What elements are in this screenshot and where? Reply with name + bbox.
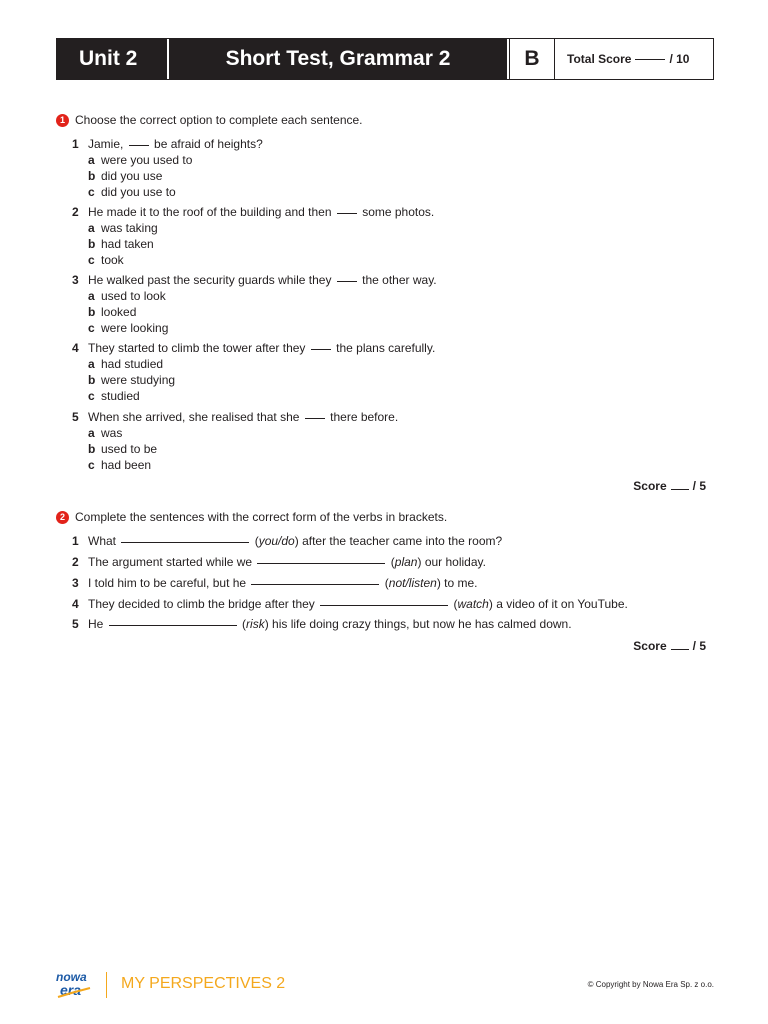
answer-gap[interactable] <box>337 212 357 214</box>
score-label: Score <box>633 639 667 653</box>
option-text: had been <box>101 458 152 472</box>
option-text: were you used to <box>101 153 193 167</box>
verb-prompt: risk <box>246 617 265 631</box>
option-text: were looking <box>101 321 169 335</box>
verb-prompt: plan <box>394 555 418 569</box>
question-text: He made it to the roof of the building and then <box>88 205 332 219</box>
option-letter: a <box>88 426 95 440</box>
question-text: When she arrived, she realised that she <box>88 410 300 424</box>
unit-label: Unit 2 <box>57 39 169 79</box>
sentence-number: 3 <box>72 576 79 590</box>
question-number: 3 <box>72 273 79 287</box>
answer-gap[interactable] <box>251 583 379 585</box>
sentence-text: a video of it on YouTube. <box>496 597 628 611</box>
option-c[interactable] <box>88 388 140 404</box>
option-text: was <box>101 426 123 440</box>
score-blank[interactable] <box>671 648 689 650</box>
answer-gap[interactable] <box>311 348 331 350</box>
option-letter: c <box>88 389 95 403</box>
option-a[interactable] <box>88 425 122 441</box>
footer-divider <box>106 972 107 998</box>
sentence-text: our holiday. <box>424 555 486 569</box>
sentence-text: He <box>88 617 104 631</box>
sentence-text: I told him to be careful, but he <box>88 576 247 590</box>
sentence-3: 3 I told him to be careful, but he (not/listen) to me. <box>72 576 478 590</box>
option-c[interactable] <box>88 457 151 473</box>
option-letter: b <box>88 237 96 251</box>
option-letter: a <box>88 153 95 167</box>
option-b[interactable] <box>88 441 157 457</box>
option-text: was taking <box>101 221 158 235</box>
logo-text-nowa: nowa <box>56 970 87 984</box>
option-text: had studied <box>101 357 164 371</box>
option-text: took <box>101 253 124 267</box>
option-letter: c <box>88 321 95 335</box>
option-text: had taken <box>101 237 154 251</box>
option-b[interactable] <box>88 236 154 252</box>
exercise-1-score <box>633 479 706 493</box>
score-max: / 5 <box>692 479 706 493</box>
sentence-1: 1 What (you/do) after the teacher came into the room? <box>72 534 503 548</box>
copyright-notice: © Copyright by Nowa Era Sp. z o.o. <box>587 980 714 989</box>
score-blank[interactable] <box>671 488 689 490</box>
question-text: some photos. <box>362 205 435 219</box>
option-c[interactable] <box>88 320 168 336</box>
test-version: B <box>509 39 555 79</box>
question-text: Jamie, <box>88 137 124 151</box>
score-label: Score <box>633 479 667 493</box>
question-text: the plans carefully. <box>336 341 436 355</box>
option-letter: b <box>88 305 96 319</box>
option-a[interactable] <box>88 220 158 236</box>
sentence-number: 2 <box>72 555 79 569</box>
option-text: used to be <box>101 442 158 456</box>
series-title: MY PERSPECTIVES 2 <box>121 975 286 992</box>
sentence-5: 5 He (risk) his life doing crazy things, but now he has calmed down. <box>72 617 572 631</box>
nowa-era-logo <box>54 968 94 1000</box>
total-score-blank[interactable] <box>635 58 665 60</box>
sentence-text: to me. <box>444 576 478 590</box>
logo-text-era: era <box>60 982 82 998</box>
exercise-instruction: Complete the sentences with the correct form of the verbs in brackets. <box>75 510 448 524</box>
score-max: / 5 <box>692 639 706 653</box>
sentence-number: 5 <box>72 617 79 631</box>
sentence-number: 4 <box>72 597 79 611</box>
option-letter: c <box>88 253 95 267</box>
option-b[interactable] <box>88 304 136 320</box>
sentence-number: 1 <box>72 534 79 548</box>
option-a[interactable] <box>88 288 166 304</box>
option-c[interactable] <box>88 252 124 268</box>
option-text: did you use to <box>101 185 176 199</box>
option-text: used to look <box>101 289 166 303</box>
answer-gap[interactable] <box>257 562 385 564</box>
question-5 <box>72 409 398 425</box>
answer-gap[interactable] <box>121 541 249 543</box>
option-a[interactable] <box>88 356 163 372</box>
option-letter: a <box>88 357 95 371</box>
question-2 <box>72 204 434 220</box>
question-text: He walked past the security guards while they <box>88 273 332 287</box>
question-1 <box>72 136 263 152</box>
exercise-number-badge: 2 <box>56 511 69 524</box>
test-title: Short Test, Grammar 2 <box>169 39 509 79</box>
question-3 <box>72 272 437 288</box>
question-text: the other way. <box>362 273 437 287</box>
question-4 <box>72 340 435 356</box>
option-letter: b <box>88 373 96 387</box>
sentence-4: 4 They decided to climb the bridge after they (watch) a video of it on YouTube. <box>72 597 628 611</box>
question-text: there before. <box>330 410 399 424</box>
total-score-label: Total Score <box>567 52 632 66</box>
option-letter: c <box>88 458 95 472</box>
option-letter: c <box>88 185 95 199</box>
option-b[interactable] <box>88 372 175 388</box>
option-b[interactable] <box>88 168 162 184</box>
option-letter: b <box>88 442 96 456</box>
answer-gap[interactable] <box>320 604 448 606</box>
exercise-number-badge: 1 <box>56 114 69 127</box>
question-number: 1 <box>72 137 79 151</box>
exercise-2-heading <box>56 510 447 524</box>
option-text: did you use <box>101 169 163 183</box>
option-letter: b <box>88 169 96 183</box>
option-text: looked <box>101 305 137 319</box>
sentence-2: 2 The argument started while we (plan) our holiday. <box>72 555 486 569</box>
sentence-text: They decided to climb the bridge after they <box>88 597 315 611</box>
option-text: were studying <box>101 373 176 387</box>
exercise-2-score <box>633 639 706 653</box>
answer-gap[interactable] <box>129 144 149 146</box>
option-letter: a <box>88 289 95 303</box>
total-score-max: / 10 <box>669 52 690 66</box>
question-text: be afraid of heights? <box>154 137 263 151</box>
option-letter: a <box>88 221 95 235</box>
sentence-text: his life doing crazy things, but now he has calmed down. <box>272 617 572 631</box>
question-number: 5 <box>72 410 79 424</box>
exercise-1-heading <box>56 113 363 127</box>
option-c[interactable] <box>88 184 176 200</box>
total-score <box>555 39 713 79</box>
option-a[interactable] <box>88 152 192 168</box>
option-text: studied <box>101 389 140 403</box>
answer-gap[interactable] <box>305 417 325 419</box>
verb-prompt: not/listen <box>388 576 437 590</box>
test-header <box>56 38 714 80</box>
exercise-instruction: Choose the correct option to complete each sentence. <box>75 113 363 127</box>
question-text: They started to climb the tower after they <box>88 341 306 355</box>
answer-gap[interactable] <box>109 624 237 626</box>
sentence-text: What <box>88 534 117 548</box>
question-number: 4 <box>72 341 79 355</box>
sentence-text: after the teacher came into the room? <box>302 534 503 548</box>
verb-prompt: watch <box>457 597 489 611</box>
question-number: 2 <box>72 205 79 219</box>
sentence-text: The argument started while we <box>88 555 253 569</box>
answer-gap[interactable] <box>337 280 357 282</box>
verb-prompt: you/do <box>258 534 295 548</box>
